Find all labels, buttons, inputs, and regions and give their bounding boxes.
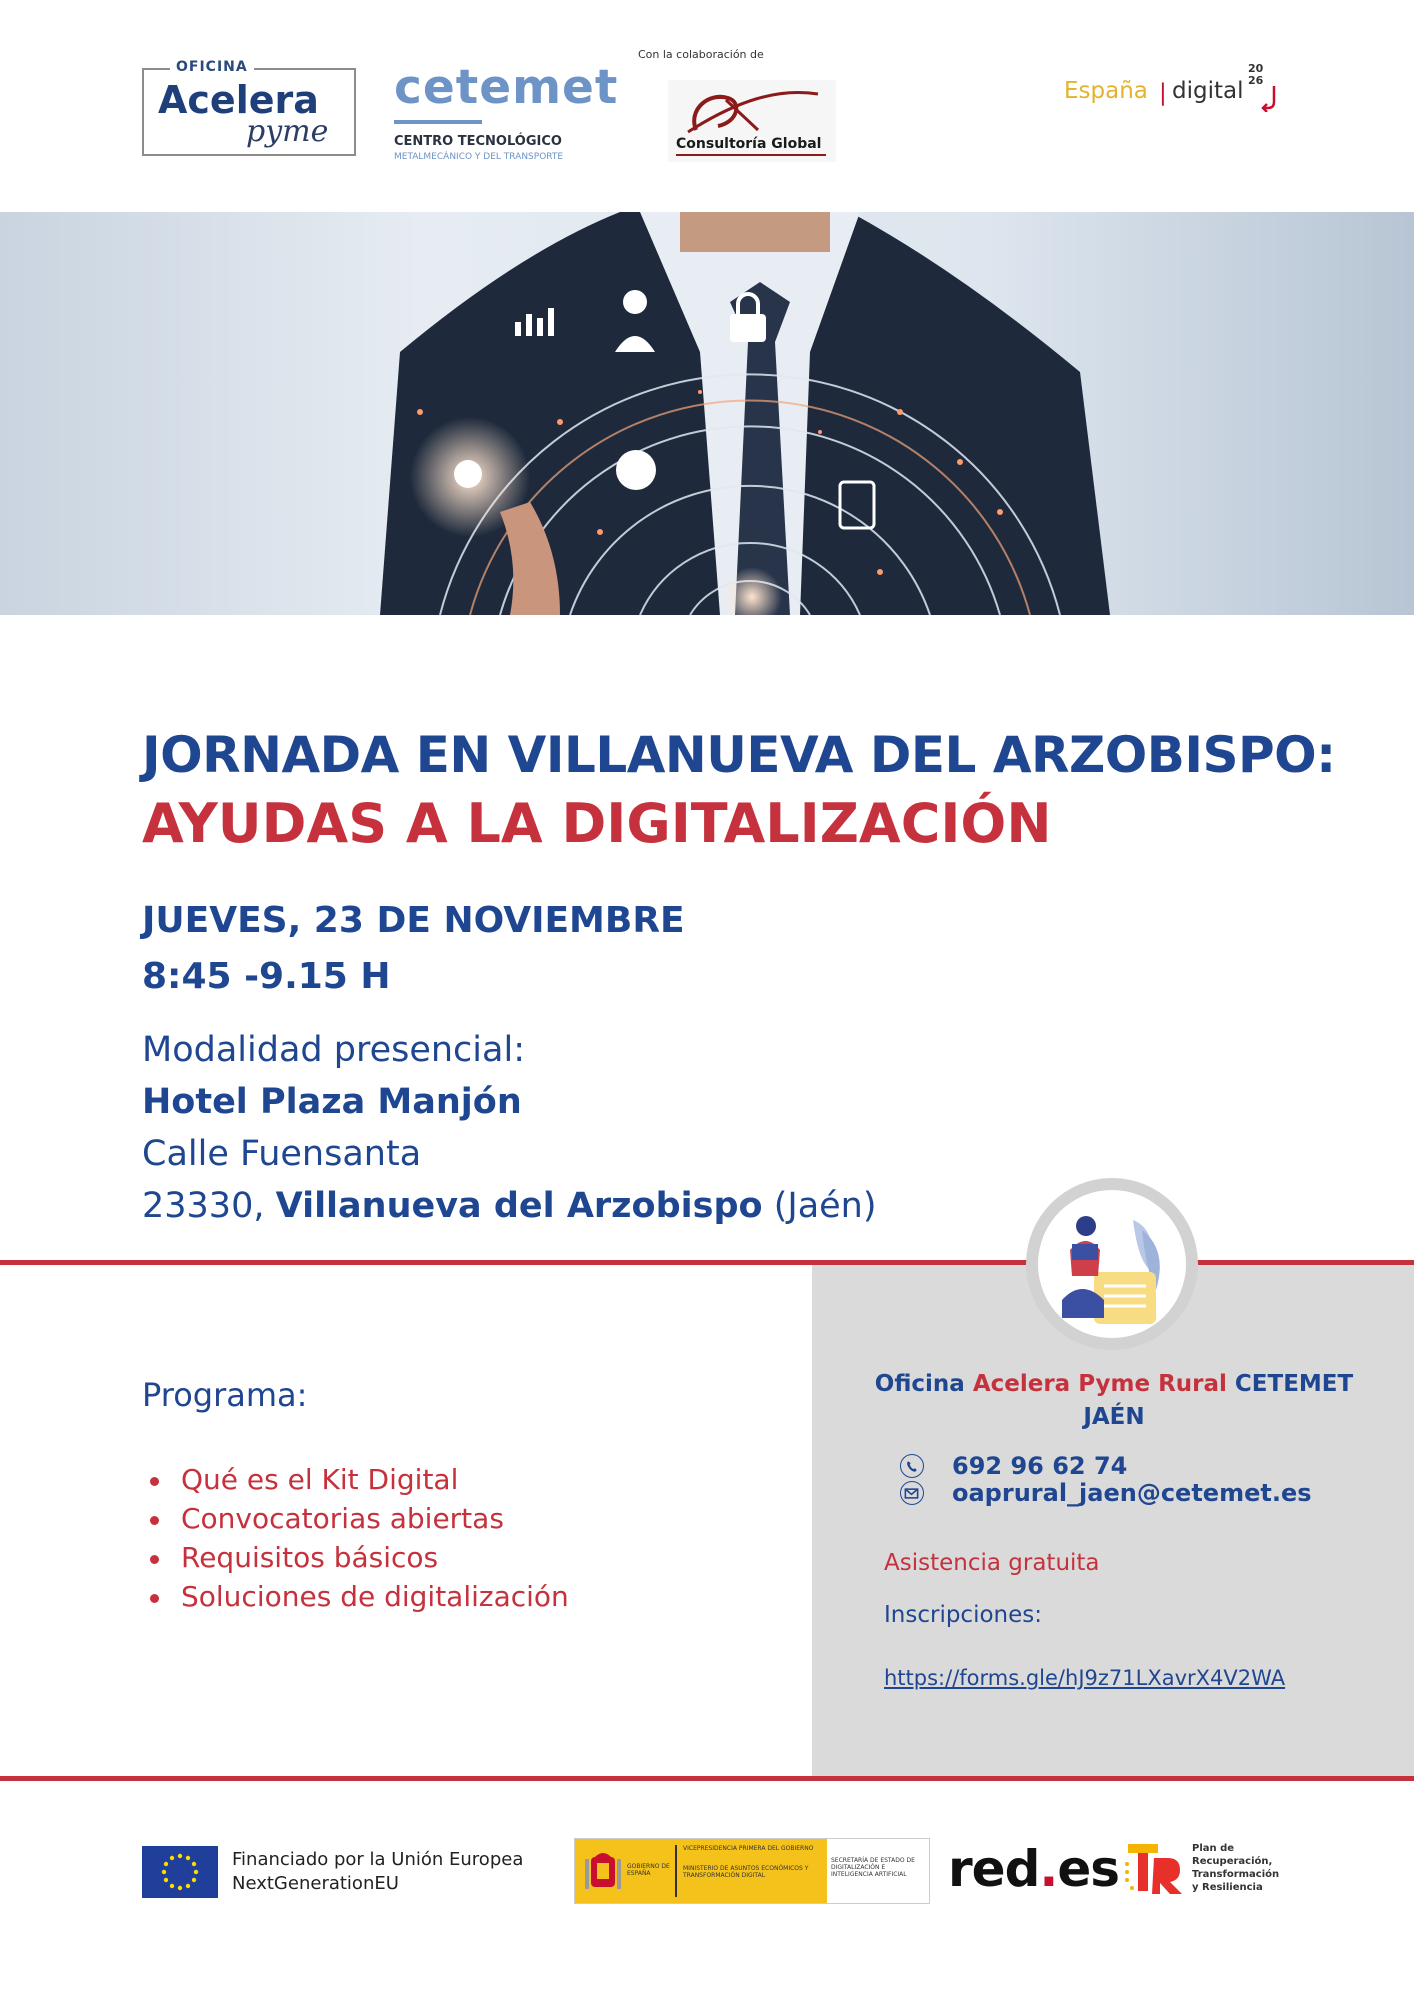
logo-acelera-text: Acelera (158, 78, 319, 122)
event-title-line2: AYUDAS A LA DIGITALIZACIÓN (142, 792, 1052, 855)
gov-col3: SECRETARÍA DE ESTADO DE DIGITALIZACIÓN E INTELIGENCIA ARTIFICIAL (831, 1857, 915, 1878)
town-name: Villanueva del Arzobispo (275, 1186, 763, 1226)
prtr-line4: y Resiliencia (1192, 1882, 1263, 1893)
reds-red: red (948, 1840, 1040, 1898)
acelera-pyme-logo (142, 59, 356, 156)
coat-of-arms-icon (583, 1849, 623, 1895)
office-name (860, 1368, 1368, 1434)
red-es-logo (948, 1840, 1119, 1898)
divider-top (0, 1260, 1414, 1265)
mail-icon (900, 1481, 924, 1505)
recovery-plan-logo (1124, 1838, 1284, 1898)
program-item (150, 1577, 569, 1616)
event-time: 8:45 -9.15 H (142, 956, 391, 997)
bullet-icon (150, 1477, 159, 1486)
recovery-plan-icon (1124, 1840, 1186, 1896)
consultoria-name: Consultoría Global (676, 136, 822, 152)
eu-funding-line1: Financiado por la Unión Europea (232, 1849, 524, 1870)
prtr-line2: Recuperación, (1192, 1856, 1273, 1867)
gov-col2a: VICEPRESIDENCIA PRIMERA DEL GOBIERNO (683, 1845, 814, 1852)
program-item-text: Requisitos básicos (181, 1541, 439, 1574)
office-name-line2: JAÉN (1083, 1404, 1145, 1430)
office-illustration (1026, 1178, 1198, 1350)
venue-name: Hotel Plaza Manjón (142, 1082, 522, 1122)
registration-label: Inscripciones: (884, 1602, 1043, 1628)
return-arrow-icon (1260, 84, 1282, 112)
street-text: Calle Fuensanta (142, 1134, 422, 1174)
postal-code: 23330, (142, 1186, 276, 1226)
program-item (150, 1538, 569, 1577)
reds-dot: . (1039, 1840, 1058, 1898)
office-name-part1: Oficina (874, 1371, 973, 1397)
eu-funding-text (232, 1848, 523, 1896)
email-address: oaprural_jaen@cetemet.es (952, 1479, 1312, 1507)
collaboration-label: Con la colaboración de (638, 48, 764, 61)
woman-laptop-illustration (1038, 1190, 1186, 1338)
consultoria-underline (676, 154, 826, 156)
program-item (150, 1499, 569, 1538)
program-item-text: Soluciones de digitalización (181, 1580, 569, 1613)
spain-government-logo (574, 1838, 930, 1904)
cetemet-bar (394, 120, 482, 124)
program-list (150, 1460, 569, 1616)
cetemet-logo (394, 60, 619, 170)
bullet-icon (150, 1555, 159, 1564)
gov-separator (675, 1845, 677, 1897)
divider-bottom (0, 1776, 1414, 1781)
reds-es: es (1057, 1840, 1120, 1898)
eu-funding-line2: NextGenerationEU (232, 1873, 399, 1894)
logo-oficina-text: OFICINA (170, 59, 254, 75)
prtr-line3: Transformación (1192, 1869, 1280, 1880)
prtr-line1: Plan de (1192, 1843, 1235, 1854)
town-line (142, 1180, 877, 1232)
recovery-plan-text (1192, 1842, 1279, 1894)
program-item-text: Qué es el Kit Digital (181, 1463, 459, 1496)
logo-pyme-text: pyme (246, 114, 329, 149)
event-date: JUEVES, 23 DE NOVIEMBRE (142, 900, 685, 941)
registration-link[interactable]: https://forms.gle/hJ9z71LXavrX4V2WA (884, 1666, 1286, 1690)
free-attendance: Asistencia gratuita (884, 1550, 1100, 1576)
digital-text: digital (1172, 78, 1244, 104)
year-top: 20 (1248, 62, 1264, 75)
program-item-text: Convocatorias abiertas (181, 1502, 504, 1535)
hero-image (0, 212, 1414, 615)
cetemet-subtitle-1: CENTRO TECNOLÓGICO (394, 134, 562, 149)
espana-separator: | (1159, 80, 1167, 106)
gov-col1: GOBIERNO DE ESPAÑA (627, 1863, 670, 1877)
province-name: (Jaén) (762, 1186, 877, 1226)
eu-flag-icon (142, 1846, 218, 1898)
office-name-part3: CETEMET (1226, 1371, 1354, 1397)
modality-text: Modalidad presencial: (142, 1030, 525, 1070)
program-item (150, 1460, 569, 1499)
event-address (142, 1024, 877, 1232)
espana-digital-logo (1064, 62, 1284, 112)
year-bottom: 26 (1248, 74, 1264, 87)
phone-number: 692 96 62 74 (952, 1452, 1128, 1480)
cetemet-name: cetemet (394, 60, 619, 115)
consultoria-swoosh-icon (668, 80, 836, 140)
espana-text: España (1064, 78, 1148, 104)
gov-col2b: MINISTERIO DE ASUNTOS ECONÓMICOS Y TRANSFORMACIÓN DIGITAL (683, 1865, 809, 1879)
bullet-icon (150, 1516, 159, 1525)
bullet-icon (150, 1594, 159, 1603)
office-name-part2: Acelera Pyme Rural (972, 1371, 1227, 1397)
cetemet-subtitle-2: METALMECÁNICO Y DEL TRANSPORTE (394, 152, 564, 162)
event-title-line1: JORNADA EN VILLANUEVA DEL ARZOBISPO: (142, 726, 1336, 784)
program-title: Programa: (142, 1376, 308, 1414)
consultoria-global-logo (668, 80, 836, 162)
businessman-digital-interface-illustration (0, 212, 1414, 615)
phone-icon (900, 1454, 924, 1478)
